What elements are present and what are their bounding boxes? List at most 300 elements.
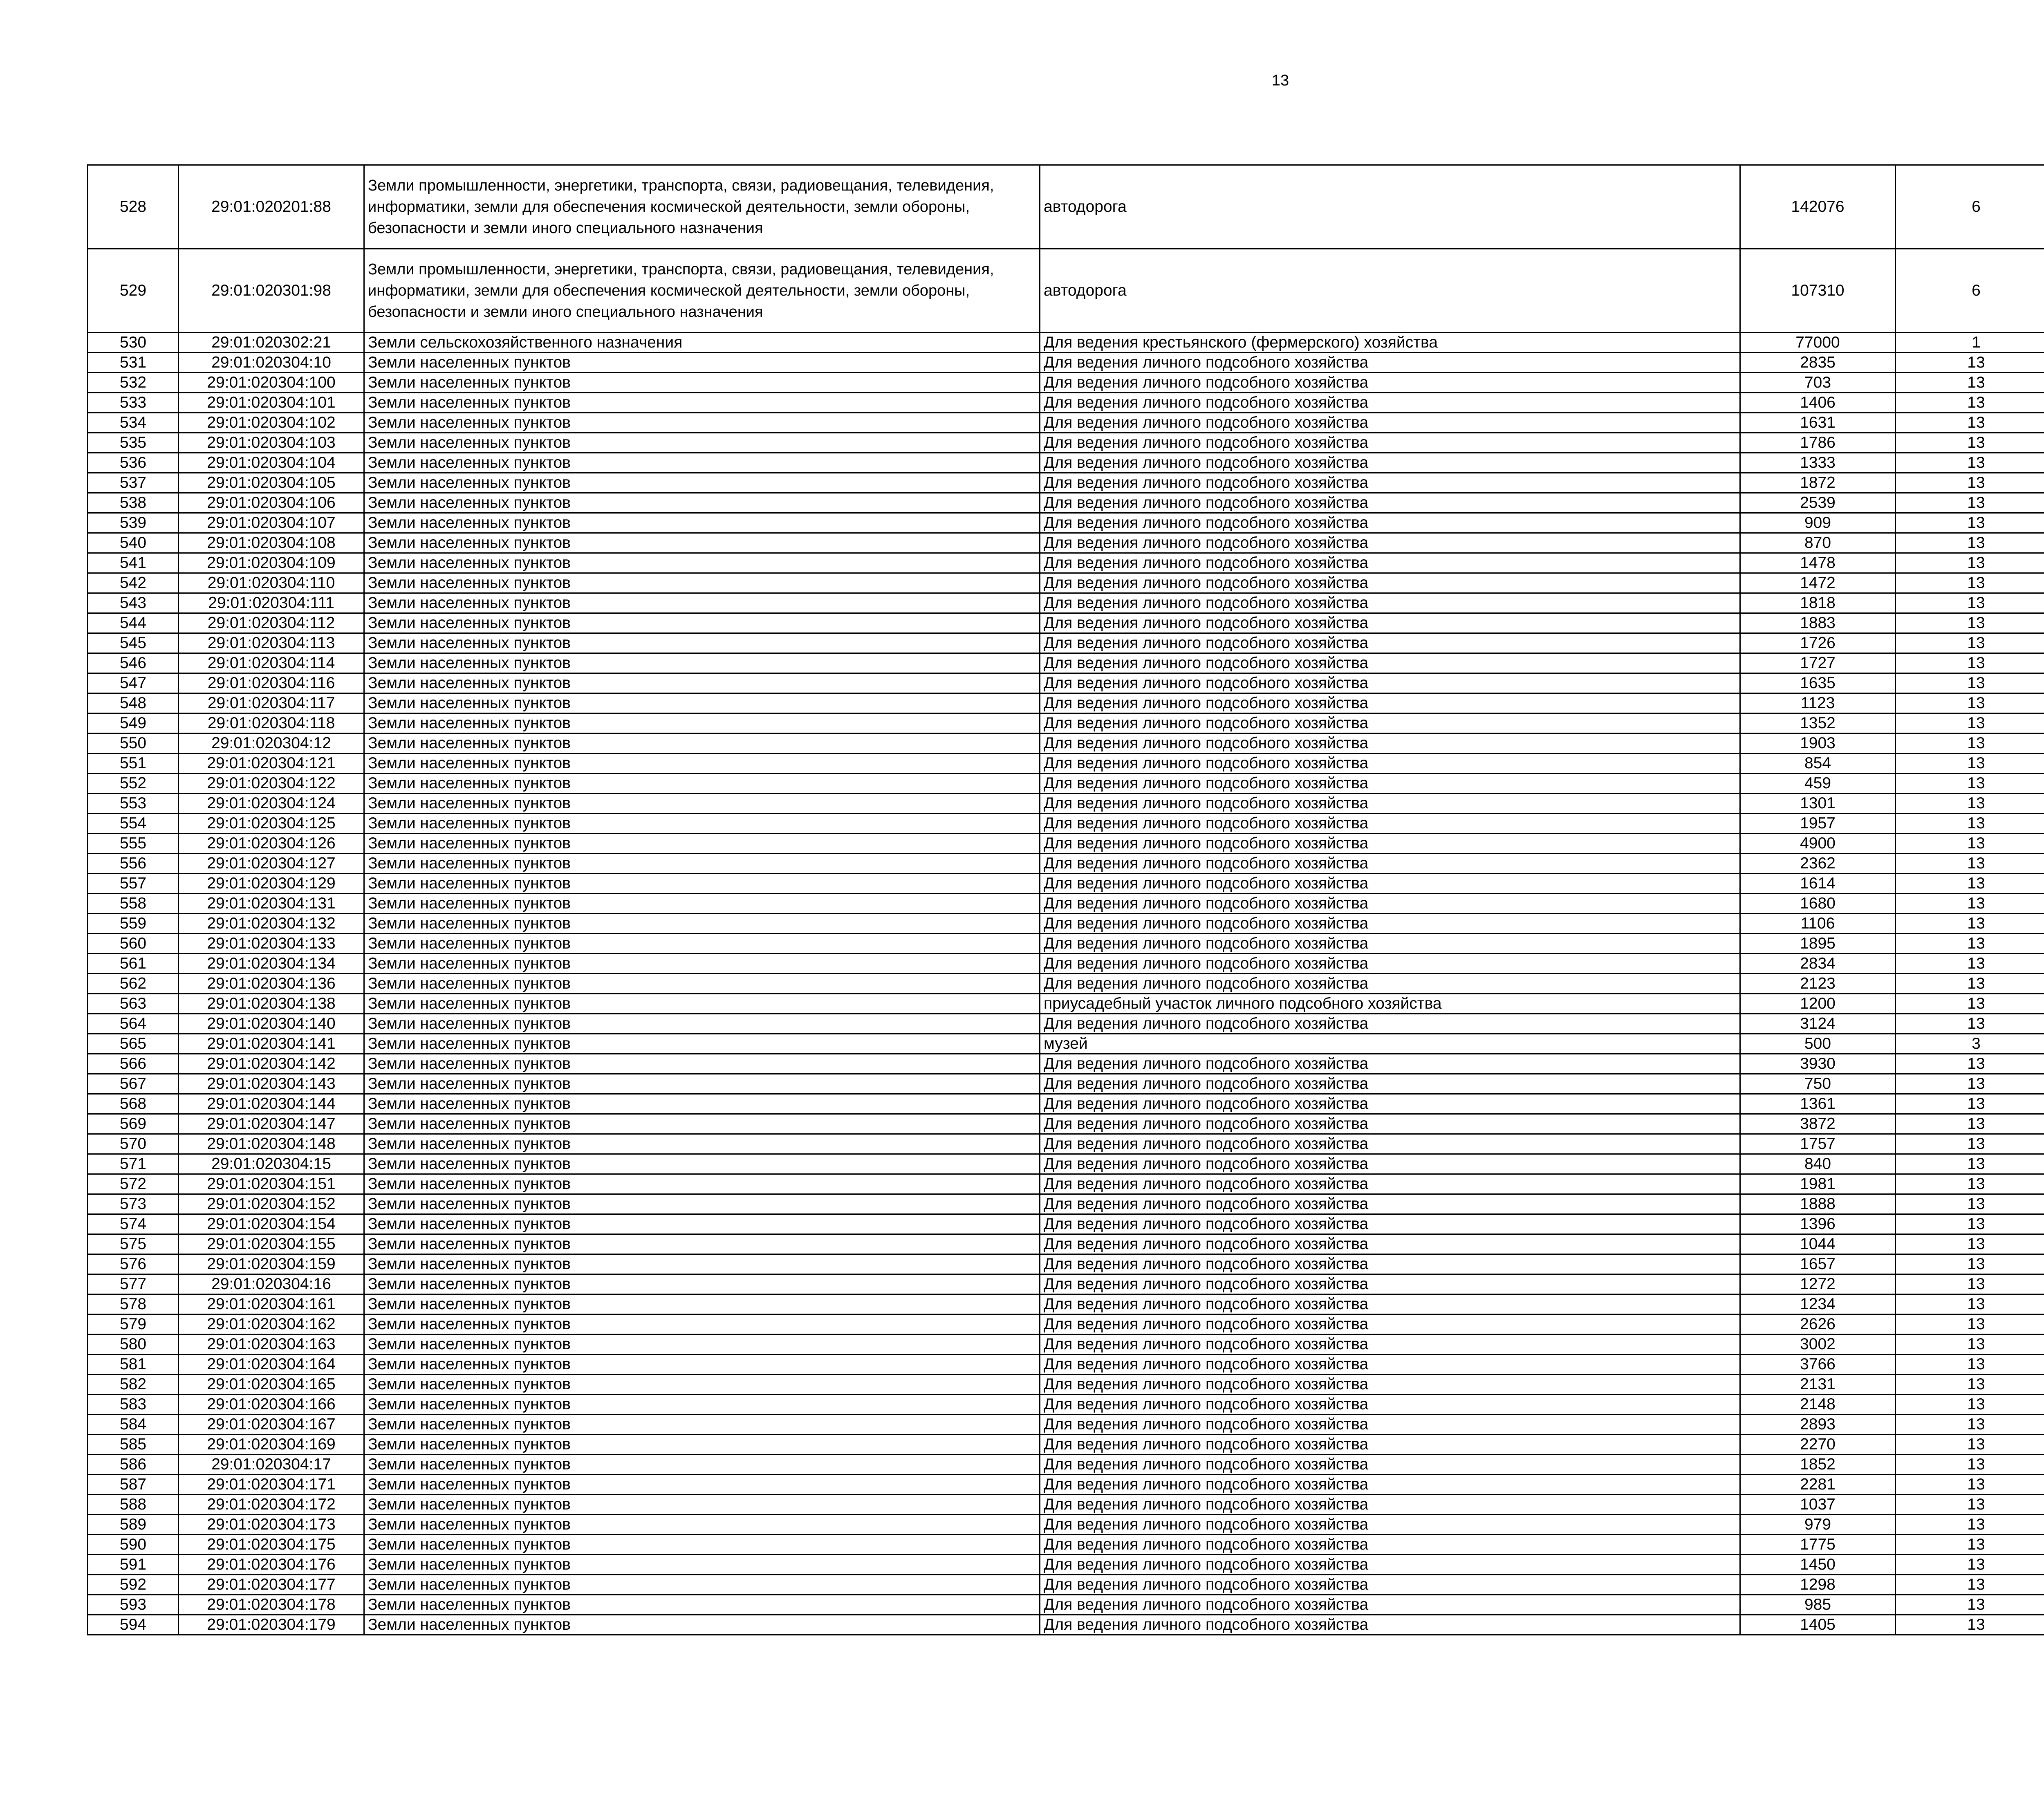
land-category-cell: Земли населенных пунктов bbox=[364, 1515, 1040, 1535]
land-category-cell: Земли населенных пунктов bbox=[364, 1214, 1040, 1234]
land-category-cell: Земли населенных пунктов bbox=[364, 1435, 1040, 1455]
area-cell: 3002 bbox=[1740, 1335, 1896, 1355]
group-number-cell: 13 bbox=[1896, 1014, 2044, 1034]
row-number-cell: 584 bbox=[88, 1415, 179, 1435]
cadastral-number-cell: 29:01:020304:125 bbox=[179, 814, 364, 834]
cadastral-number-cell: 29:01:020304:12 bbox=[179, 733, 364, 754]
permitted-use-cell: Для ведения личного подсобного хозяйства bbox=[1040, 1575, 1740, 1595]
table-row bbox=[88, 1094, 2044, 1114]
land-category-cell: Земли населенных пунктов bbox=[364, 573, 1040, 593]
row-number-cell: 592 bbox=[88, 1575, 179, 1595]
group-number-cell: 13 bbox=[1896, 1575, 2044, 1595]
permitted-use-cell: Для ведения личного подсобного хозяйства bbox=[1040, 433, 1740, 453]
permitted-use-cell: Для ведения личного подсобного хозяйства bbox=[1040, 1154, 1740, 1174]
land-category-cell: Земли промышленности, энергетики, транспорта, связи, радиовещания, телевидения, информатики, земли для обеспечения космической деятельности, земли обороны, безопасности и земли иного специального назначения bbox=[364, 249, 1040, 333]
group-number-cell: 13 bbox=[1896, 613, 2044, 633]
area-cell: 1333 bbox=[1740, 453, 1896, 473]
group-number-cell: 13 bbox=[1896, 894, 2044, 914]
land-category-cell: Земли населенных пунктов bbox=[364, 974, 1040, 994]
land-category-cell: Земли промышленности, энергетики, транспорта, связи, радиовещания, телевидения, информатики, земли для обеспечения космической деятельности, земли обороны, безопасности и земли иного специального назначения bbox=[364, 165, 1040, 249]
area-cell: 1450 bbox=[1740, 1555, 1896, 1575]
permitted-use-cell: Для ведения личного подсобного хозяйства bbox=[1040, 573, 1740, 593]
land-category-cell: Земли населенных пунктов bbox=[364, 473, 1040, 493]
permitted-use-cell: Для ведения личного подсобного хозяйства bbox=[1040, 1274, 1740, 1294]
group-number-cell: 13 bbox=[1896, 1335, 2044, 1355]
area-cell: 4900 bbox=[1740, 834, 1896, 854]
land-category-cell: Земли населенных пунктов bbox=[364, 1034, 1040, 1054]
permitted-use-cell: Для ведения личного подсобного хозяйства bbox=[1040, 693, 1740, 713]
permitted-use-cell: Для ведения личного подсобного хозяйства bbox=[1040, 353, 1740, 373]
land-category-cell: Земли населенных пунктов bbox=[364, 1595, 1040, 1615]
area-cell: 1234 bbox=[1740, 1294, 1896, 1314]
area-cell: 1888 bbox=[1740, 1194, 1896, 1214]
area-cell: 1396 bbox=[1740, 1214, 1896, 1234]
cadastral-number-cell: 29:01:020304:10 bbox=[179, 353, 364, 373]
group-number-cell: 13 bbox=[1896, 653, 2044, 673]
cadastral-number-cell: 29:01:020304:127 bbox=[179, 854, 364, 874]
cadastral-number-cell: 29:01:020304:112 bbox=[179, 613, 364, 633]
table-row bbox=[88, 673, 2044, 693]
land-category-cell: Земли населенных пунктов bbox=[364, 854, 1040, 874]
row-number-cell: 570 bbox=[88, 1134, 179, 1154]
area-cell: 1818 bbox=[1740, 593, 1896, 613]
cadastral-number-cell: 29:01:020304:16 bbox=[179, 1274, 364, 1294]
permitted-use-cell: Для ведения личного подсобного хозяйства bbox=[1040, 834, 1740, 854]
permitted-use-cell: Для ведения личного подсобного хозяйства bbox=[1040, 1415, 1740, 1435]
permitted-use-cell: Для ведения крестьянского (фермерского) хозяйства bbox=[1040, 333, 1740, 353]
permitted-use-cell: Для ведения личного подсобного хозяйства bbox=[1040, 513, 1740, 533]
land-category-cell: Земли населенных пунктов bbox=[364, 373, 1040, 393]
land-category-cell: Земли населенных пунктов bbox=[364, 533, 1040, 553]
area-cell: 2281 bbox=[1740, 1475, 1896, 1495]
permitted-use-cell: Для ведения личного подсобного хозяйства bbox=[1040, 633, 1740, 653]
land-category-cell: Земли населенных пунктов bbox=[364, 1555, 1040, 1575]
table-row bbox=[88, 1154, 2044, 1174]
permitted-use-cell: Для ведения личного подсобного хозяйства bbox=[1040, 1615, 1740, 1635]
permitted-use-cell: Для ведения личного подсобного хозяйства bbox=[1040, 774, 1740, 794]
area-cell: 750 bbox=[1740, 1074, 1896, 1094]
land-category-cell: Земли населенных пунктов bbox=[364, 453, 1040, 473]
permitted-use-cell: Для ведения личного подсобного хозяйства bbox=[1040, 1535, 1740, 1555]
permitted-use-cell: приусадебный участок личного подсобного хозяйства bbox=[1040, 994, 1740, 1014]
permitted-use-cell: Для ведения личного подсобного хозяйства bbox=[1040, 1194, 1740, 1214]
group-number-cell: 13 bbox=[1896, 1054, 2044, 1074]
permitted-use-cell: Для ведения личного подсобного хозяйства bbox=[1040, 1475, 1740, 1495]
area-cell: 2626 bbox=[1740, 1314, 1896, 1335]
land-category-cell: Земли населенных пунктов bbox=[364, 1455, 1040, 1475]
cadastral-number-cell: 29:01:020304:140 bbox=[179, 1014, 364, 1034]
group-number-cell: 13 bbox=[1896, 1375, 2044, 1395]
area-cell: 1614 bbox=[1740, 874, 1896, 894]
permitted-use-cell: Для ведения личного подсобного хозяйства bbox=[1040, 653, 1740, 673]
row-number-cell: 547 bbox=[88, 673, 179, 693]
cadastral-number-cell: 29:01:020304:143 bbox=[179, 1074, 364, 1094]
group-number-cell: 13 bbox=[1896, 1495, 2044, 1515]
permitted-use-cell: Для ведения личного подсобного хозяйства bbox=[1040, 613, 1740, 633]
group-number-cell: 13 bbox=[1896, 493, 2044, 513]
cadastral-number-cell: 29:01:020304:126 bbox=[179, 834, 364, 854]
area-cell: 1657 bbox=[1740, 1254, 1896, 1274]
land-category-cell: Земли сельскохозяйственного назначения bbox=[364, 333, 1040, 353]
land-category-cell: Земли населенных пунктов bbox=[364, 393, 1040, 413]
group-number-cell: 13 bbox=[1896, 693, 2044, 713]
table-row bbox=[88, 754, 2044, 774]
table-row bbox=[88, 353, 2044, 373]
area-cell: 2834 bbox=[1740, 954, 1896, 974]
land-category-cell: Земли населенных пунктов bbox=[364, 1615, 1040, 1635]
row-number-cell: 538 bbox=[88, 493, 179, 513]
cadastral-number-cell: 29:01:020304:163 bbox=[179, 1335, 364, 1355]
row-number-cell: 588 bbox=[88, 1495, 179, 1515]
permitted-use-cell: Для ведения личного подсобного хозяйства bbox=[1040, 794, 1740, 814]
permitted-use-cell: Для ведения личного подсобного хозяйства bbox=[1040, 814, 1740, 834]
table-row bbox=[88, 1415, 2044, 1435]
cadastral-number-cell: 29:01:020304:138 bbox=[179, 994, 364, 1014]
area-cell: 909 bbox=[1740, 513, 1896, 533]
cadastral-number-cell: 29:01:020304:152 bbox=[179, 1194, 364, 1214]
group-number-cell: 13 bbox=[1896, 1174, 2044, 1194]
area-cell: 142076 bbox=[1740, 165, 1896, 249]
cadastral-number-cell: 29:01:020304:151 bbox=[179, 1174, 364, 1194]
permitted-use-cell: Для ведения личного подсобного хозяйства bbox=[1040, 1335, 1740, 1355]
land-category-cell: Земли населенных пунктов bbox=[364, 834, 1040, 854]
area-cell: 77000 bbox=[1740, 333, 1896, 353]
area-cell: 459 bbox=[1740, 774, 1896, 794]
table-row bbox=[88, 1395, 2044, 1415]
permitted-use-cell: Для ведения личного подсобного хозяйства bbox=[1040, 393, 1740, 413]
table-row bbox=[88, 433, 2044, 453]
table-row bbox=[88, 733, 2044, 754]
land-category-cell: Земли населенных пунктов bbox=[364, 693, 1040, 713]
row-number-cell: 557 bbox=[88, 874, 179, 894]
row-number-cell: 554 bbox=[88, 814, 179, 834]
cadastral-number-cell: 29:01:020304:164 bbox=[179, 1355, 364, 1375]
group-number-cell: 13 bbox=[1896, 353, 2044, 373]
table-row bbox=[88, 473, 2044, 493]
row-number-cell: 539 bbox=[88, 513, 179, 533]
group-number-cell: 13 bbox=[1896, 1455, 2044, 1475]
cadastral-number-cell: 29:01:020304:171 bbox=[179, 1475, 364, 1495]
area-cell: 1872 bbox=[1740, 473, 1896, 493]
land-category-cell: Земли населенных пунктов bbox=[364, 1575, 1040, 1595]
group-number-cell: 13 bbox=[1896, 1294, 2044, 1314]
row-number-cell: 565 bbox=[88, 1034, 179, 1054]
row-number-cell: 533 bbox=[88, 393, 179, 413]
table-row bbox=[88, 814, 2044, 834]
group-number-cell: 13 bbox=[1896, 1194, 2044, 1214]
land-category-cell: Земли населенных пунктов bbox=[364, 1274, 1040, 1294]
cadastral-number-cell: 29:01:020304:122 bbox=[179, 774, 364, 794]
group-number-cell: 13 bbox=[1896, 1254, 2044, 1274]
group-number-cell: 13 bbox=[1896, 1355, 2044, 1375]
table-row bbox=[88, 693, 2044, 713]
land-category-cell: Земли населенных пунктов bbox=[364, 754, 1040, 774]
row-number-cell: 532 bbox=[88, 373, 179, 393]
cadastral-number-cell: 29:01:020302:21 bbox=[179, 333, 364, 353]
permitted-use-cell: автодорога bbox=[1040, 165, 1740, 249]
permitted-use-cell: Для ведения личного подсобного хозяйства bbox=[1040, 1595, 1740, 1615]
area-cell: 1478 bbox=[1740, 553, 1896, 573]
cadastral-number-cell: 29:01:020304:110 bbox=[179, 573, 364, 593]
cadastral-number-cell: 29:01:020304:169 bbox=[179, 1435, 364, 1455]
permitted-use-cell: Для ведения личного подсобного хозяйства bbox=[1040, 914, 1740, 934]
table-row bbox=[88, 1355, 2044, 1375]
row-number-cell: 587 bbox=[88, 1475, 179, 1495]
row-number-cell: 569 bbox=[88, 1114, 179, 1134]
area-cell: 1635 bbox=[1740, 673, 1896, 693]
table-row bbox=[88, 794, 2044, 814]
group-number-cell: 6 bbox=[1896, 249, 2044, 333]
permitted-use-cell: Для ведения личного подсобного хозяйства bbox=[1040, 1435, 1740, 1455]
page-number: 13 bbox=[1271, 72, 1289, 89]
land-category-cell: Земли населенных пунктов bbox=[364, 1074, 1040, 1094]
table-row bbox=[88, 1515, 2044, 1535]
land-category-cell: Земли населенных пунктов bbox=[364, 653, 1040, 673]
row-number-cell: 568 bbox=[88, 1094, 179, 1114]
area-cell: 2148 bbox=[1740, 1395, 1896, 1415]
row-number-cell: 528 bbox=[88, 165, 179, 249]
cadastral-number-cell: 29:01:020304:166 bbox=[179, 1395, 364, 1415]
permitted-use-cell: Для ведения личного подсобного хозяйства bbox=[1040, 1395, 1740, 1415]
table-row bbox=[88, 1495, 2044, 1515]
cadastral-number-cell: 29:01:020304:148 bbox=[179, 1134, 364, 1154]
area-cell: 1406 bbox=[1740, 393, 1896, 413]
land-category-cell: Земли населенных пунктов bbox=[364, 733, 1040, 754]
table-row bbox=[88, 834, 2044, 854]
permitted-use-cell: Для ведения личного подсобного хозяйства bbox=[1040, 1114, 1740, 1134]
area-cell: 1106 bbox=[1740, 914, 1896, 934]
table-row bbox=[88, 513, 2044, 533]
permitted-use-cell: Для ведения личного подсобного хозяйства bbox=[1040, 854, 1740, 874]
table-row bbox=[88, 393, 2044, 413]
row-number-cell: 534 bbox=[88, 413, 179, 433]
group-number-cell: 13 bbox=[1896, 1154, 2044, 1174]
permitted-use-cell: Для ведения личного подсобного хозяйства bbox=[1040, 1014, 1740, 1034]
cadastral-number-cell: 29:01:020304:116 bbox=[179, 673, 364, 693]
row-number-cell: 579 bbox=[88, 1314, 179, 1335]
row-number-cell: 591 bbox=[88, 1555, 179, 1575]
land-category-cell: Земли населенных пунктов bbox=[364, 894, 1040, 914]
area-cell: 1352 bbox=[1740, 713, 1896, 733]
land-category-cell: Земли населенных пунктов bbox=[364, 1194, 1040, 1214]
table-row bbox=[88, 1535, 2044, 1555]
row-number-cell: 556 bbox=[88, 854, 179, 874]
permitted-use-cell: Для ведения личного подсобного хозяйства bbox=[1040, 593, 1740, 613]
table-row bbox=[88, 974, 2044, 994]
table-row bbox=[88, 1375, 2044, 1395]
land-category-cell: Земли населенных пунктов bbox=[364, 1254, 1040, 1274]
row-number-cell: 535 bbox=[88, 433, 179, 453]
land-category-cell: Земли населенных пунктов bbox=[364, 1234, 1040, 1254]
table-row bbox=[88, 1555, 2044, 1575]
permitted-use-cell: Для ведения личного подсобного хозяйства bbox=[1040, 1234, 1740, 1254]
cadastral-number-cell: 29:01:020304:101 bbox=[179, 393, 364, 413]
group-number-cell: 13 bbox=[1896, 573, 2044, 593]
area-cell: 1726 bbox=[1740, 633, 1896, 653]
permitted-use-cell: Для ведения личного подсобного хозяйства bbox=[1040, 1254, 1740, 1274]
group-number-cell: 13 bbox=[1896, 1555, 2044, 1575]
group-number-cell: 13 bbox=[1896, 593, 2044, 613]
permitted-use-cell: Для ведения личного подсобного хозяйства bbox=[1040, 553, 1740, 573]
table-row bbox=[88, 333, 2044, 353]
table-row bbox=[88, 1314, 2044, 1335]
land-category-cell: Земли населенных пунктов bbox=[364, 1535, 1040, 1555]
cadastral-number-cell: 29:01:020304:121 bbox=[179, 754, 364, 774]
table-row bbox=[88, 1074, 2044, 1094]
row-number-cell: 582 bbox=[88, 1375, 179, 1395]
table-row bbox=[88, 533, 2044, 553]
cadastral-number-cell: 29:01:020304:131 bbox=[179, 894, 364, 914]
row-number-cell: 537 bbox=[88, 473, 179, 493]
land-category-cell: Земли населенных пунктов bbox=[364, 593, 1040, 613]
land-category-cell: Земли населенных пунктов bbox=[364, 1014, 1040, 1034]
row-number-cell: 530 bbox=[88, 333, 179, 353]
cadastral-number-cell: 29:01:020304:144 bbox=[179, 1094, 364, 1114]
cadastral-number-cell: 29:01:020304:109 bbox=[179, 553, 364, 573]
row-number-cell: 536 bbox=[88, 453, 179, 473]
permitted-use-cell: Для ведения личного подсобного хозяйства bbox=[1040, 733, 1740, 754]
row-number-cell: 590 bbox=[88, 1535, 179, 1555]
area-cell: 3124 bbox=[1740, 1014, 1896, 1034]
area-cell: 1680 bbox=[1740, 894, 1896, 914]
group-number-cell: 13 bbox=[1896, 513, 2044, 533]
row-number-cell: 548 bbox=[88, 693, 179, 713]
land-category-cell: Земли населенных пунктов bbox=[364, 774, 1040, 794]
group-number-cell: 13 bbox=[1896, 373, 2044, 393]
group-number-cell: 3 bbox=[1896, 1034, 2044, 1054]
land-category-cell: Земли населенных пунктов bbox=[364, 633, 1040, 653]
permitted-use-cell: Для ведения личного подсобного хозяйства bbox=[1040, 954, 1740, 974]
cadastral-number-cell: 29:01:020301:98 bbox=[179, 249, 364, 333]
table-row bbox=[88, 613, 2044, 633]
permitted-use-cell: Для ведения личного подсобного хозяйства bbox=[1040, 974, 1740, 994]
area-cell: 2362 bbox=[1740, 854, 1896, 874]
group-number-cell: 13 bbox=[1896, 1435, 2044, 1455]
row-number-cell: 577 bbox=[88, 1274, 179, 1294]
group-number-cell: 13 bbox=[1896, 1274, 2044, 1294]
table-row bbox=[88, 1054, 2044, 1074]
land-category-cell: Земли населенных пунктов bbox=[364, 613, 1040, 633]
table-row bbox=[88, 1194, 2044, 1214]
land-category-cell: Земли населенных пунктов bbox=[364, 713, 1040, 733]
area-cell: 1272 bbox=[1740, 1274, 1896, 1294]
land-category-cell: Земли населенных пунктов bbox=[364, 1335, 1040, 1355]
cadastral-number-cell: 29:01:020304:104 bbox=[179, 453, 364, 473]
cadastral-number-cell: 29:01:020304:154 bbox=[179, 1214, 364, 1234]
cadastral-number-cell: 29:01:020304:133 bbox=[179, 934, 364, 954]
row-number-cell: 574 bbox=[88, 1214, 179, 1234]
cadastral-number-cell: 29:01:020304:17 bbox=[179, 1455, 364, 1475]
cadastral-number-cell: 29:01:020304:179 bbox=[179, 1615, 364, 1635]
row-number-cell: 545 bbox=[88, 633, 179, 653]
row-number-cell: 555 bbox=[88, 834, 179, 854]
cadastral-number-cell: 29:01:020304:111 bbox=[179, 593, 364, 613]
row-number-cell: 553 bbox=[88, 794, 179, 814]
table-row bbox=[88, 1014, 2044, 1034]
cadastral-number-cell: 29:01:020201:88 bbox=[179, 165, 364, 249]
table-row bbox=[88, 1274, 2044, 1294]
area-cell: 1405 bbox=[1740, 1615, 1896, 1635]
row-number-cell: 566 bbox=[88, 1054, 179, 1074]
area-cell: 1361 bbox=[1740, 1094, 1896, 1114]
row-number-cell: 572 bbox=[88, 1174, 179, 1194]
row-number-cell: 561 bbox=[88, 954, 179, 974]
area-cell: 1200 bbox=[1740, 994, 1896, 1014]
area-cell: 854 bbox=[1740, 754, 1896, 774]
row-number-cell: 594 bbox=[88, 1615, 179, 1635]
row-number-cell: 552 bbox=[88, 774, 179, 794]
group-number-cell: 13 bbox=[1896, 673, 2044, 693]
cadastral-number-cell: 29:01:020304:141 bbox=[179, 1034, 364, 1054]
row-number-cell: 559 bbox=[88, 914, 179, 934]
cadastral-number-cell: 29:01:020304:175 bbox=[179, 1535, 364, 1555]
row-number-cell: 558 bbox=[88, 894, 179, 914]
land-category-cell: Земли населенных пунктов bbox=[364, 914, 1040, 934]
permitted-use-cell: Для ведения личного подсобного хозяйства bbox=[1040, 874, 1740, 894]
table-row bbox=[88, 1475, 2044, 1495]
table-row bbox=[88, 249, 2044, 333]
row-number-cell: 589 bbox=[88, 1515, 179, 1535]
table-row bbox=[88, 1435, 2044, 1455]
permitted-use-cell: Для ведения личного подсобного хозяйства bbox=[1040, 1294, 1740, 1314]
permitted-use-cell: Для ведения личного подсобного хозяйства bbox=[1040, 1054, 1740, 1074]
cadastral-number-cell: 29:01:020304:167 bbox=[179, 1415, 364, 1435]
land-category-cell: Земли населенных пунктов bbox=[364, 673, 1040, 693]
table-row bbox=[88, 1114, 2044, 1134]
row-number-cell: 543 bbox=[88, 593, 179, 613]
group-number-cell: 1 bbox=[1896, 333, 2044, 353]
permitted-use-cell: Для ведения личного подсобного хозяйства bbox=[1040, 1495, 1740, 1515]
area-cell: 1301 bbox=[1740, 794, 1896, 814]
row-number-cell: 562 bbox=[88, 974, 179, 994]
row-number-cell: 531 bbox=[88, 353, 179, 373]
group-number-cell: 13 bbox=[1896, 1615, 2044, 1635]
land-category-cell: Земли населенных пунктов bbox=[364, 1054, 1040, 1074]
row-number-cell: 585 bbox=[88, 1435, 179, 1455]
area-cell: 2270 bbox=[1740, 1435, 1896, 1455]
land-category-cell: Земли населенных пунктов bbox=[364, 1395, 1040, 1415]
group-number-cell: 13 bbox=[1896, 1114, 2044, 1134]
permitted-use-cell: Для ведения личного подсобного хозяйства bbox=[1040, 713, 1740, 733]
table-row bbox=[88, 1234, 2044, 1254]
land-category-cell: Земли населенных пунктов bbox=[364, 553, 1040, 573]
table-row bbox=[88, 1575, 2044, 1595]
land-category-cell: Земли населенных пунктов bbox=[364, 1355, 1040, 1375]
land-category-cell: Земли населенных пунктов bbox=[364, 1294, 1040, 1314]
row-number-cell: 563 bbox=[88, 994, 179, 1014]
table-row bbox=[88, 774, 2044, 794]
cadastral-number-cell: 29:01:020304:159 bbox=[179, 1254, 364, 1274]
row-number-cell: 581 bbox=[88, 1355, 179, 1375]
area-cell: 1957 bbox=[1740, 814, 1896, 834]
group-number-cell: 13 bbox=[1896, 1415, 2044, 1435]
group-number-cell: 13 bbox=[1896, 433, 2044, 453]
row-number-cell: 529 bbox=[88, 249, 179, 333]
table-row bbox=[88, 413, 2044, 433]
area-cell: 3766 bbox=[1740, 1355, 1896, 1375]
land-category-cell: Земли населенных пунктов bbox=[364, 1154, 1040, 1174]
cadastral-number-cell: 29:01:020304:105 bbox=[179, 473, 364, 493]
row-number-cell: 550 bbox=[88, 733, 179, 754]
cadastral-number-cell: 29:01:020304:124 bbox=[179, 794, 364, 814]
land-category-cell: Земли населенных пунктов bbox=[364, 1375, 1040, 1395]
group-number-cell: 13 bbox=[1896, 1214, 2044, 1234]
row-number-cell: 560 bbox=[88, 934, 179, 954]
cadastral-number-cell: 29:01:020304:161 bbox=[179, 1294, 364, 1314]
permitted-use-cell: Для ведения личного подсобного хозяйства bbox=[1040, 533, 1740, 553]
group-number-cell: 13 bbox=[1896, 1595, 2044, 1615]
table-row bbox=[88, 1034, 2044, 1054]
